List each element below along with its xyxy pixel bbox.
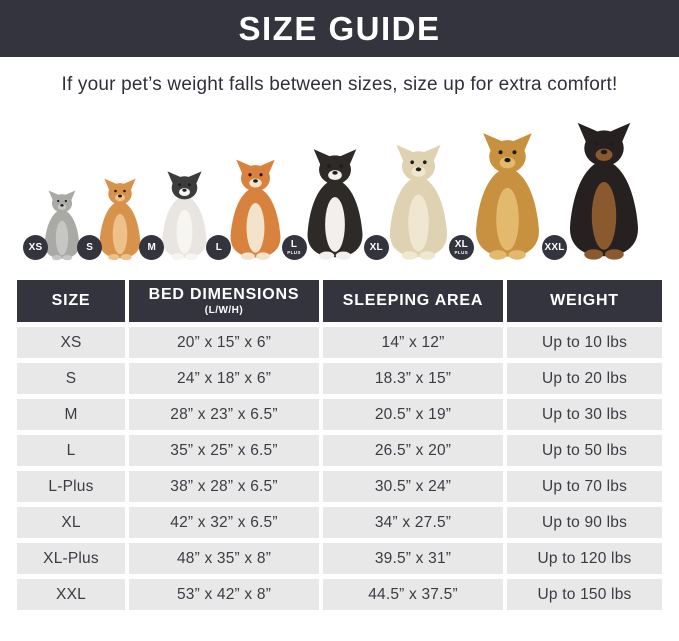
table-row — [17, 399, 662, 430]
size-badge — [23, 235, 48, 260]
header-bar — [0, 0, 679, 57]
cell-weight: Up to 90 lbs — [507, 507, 662, 538]
size-badge-label: XXL — [544, 241, 565, 253]
size-badge-label: XL — [369, 241, 383, 253]
size-badge — [77, 235, 102, 260]
cell-bed-dimensions: 38” x 28” x 6.5” — [129, 471, 319, 502]
cell-bed-dimensions: 48” x 35” x 8” — [129, 543, 319, 574]
cell-weight: Up to 150 lbs — [507, 579, 662, 610]
size-table-header — [17, 280, 662, 322]
animal-size-strip — [0, 106, 679, 261]
pet-illustration-icon — [297, 139, 373, 261]
cell-size: M — [17, 399, 125, 430]
cell-bed-dimensions: 24” x 18” x 6” — [129, 363, 319, 394]
cell-size: XXL — [17, 579, 125, 610]
cell-sleeping-area: 26.5” x 20” — [323, 435, 503, 466]
table-row — [17, 507, 662, 538]
cell-size: L — [17, 435, 125, 466]
size-badge — [364, 235, 389, 260]
size-badge — [282, 235, 307, 260]
cell-weight: Up to 20 lbs — [507, 363, 662, 394]
cell-sleeping-area: 34” x 27.5” — [323, 507, 503, 538]
cell-sleeping-area: 30.5” x 24” — [323, 471, 503, 502]
column-header-sleeping-area: SLEEPING AREA — [323, 280, 503, 322]
cell-size: XL-Plus — [17, 543, 125, 574]
cell-weight: Up to 30 lbs — [507, 399, 662, 430]
table-row — [17, 579, 662, 610]
size-badge-sublabel: PLUS — [287, 249, 301, 255]
table-row — [17, 435, 662, 466]
table-row — [17, 327, 662, 358]
subtitle-text: If your pet’s weight falls between sizes, size up for extra comfort! — [61, 74, 618, 95]
animal-figure-shiba-inu — [215, 149, 290, 261]
table-row — [17, 363, 662, 394]
column-header-size: SIZE — [17, 280, 125, 322]
cell-weight: Up to 70 lbs — [507, 471, 662, 502]
pet-illustration-icon — [379, 133, 458, 261]
size-badge-label: L — [290, 238, 298, 250]
table-row — [17, 471, 662, 502]
size-badge-label: M — [147, 241, 157, 253]
cell-sleeping-area: 14” x 12” — [323, 327, 503, 358]
cell-sleeping-area: 18.3” x 15” — [323, 363, 503, 394]
cell-size: XL — [17, 507, 125, 538]
animal-figure-labrador — [369, 133, 458, 261]
cell-bed-dimensions: 20” x 15” x 6” — [129, 327, 319, 358]
size-badge-label: XS — [28, 241, 43, 253]
size-badge — [449, 235, 474, 260]
animal-figure-border-collie — [287, 139, 373, 261]
size-badge-label: XL — [454, 238, 468, 250]
cell-size: S — [17, 363, 125, 394]
cell-size: L-Plus — [17, 471, 125, 502]
cell-bed-dimensions: 53” x 42” x 8” — [129, 579, 319, 610]
pet-illustration-icon — [221, 149, 290, 261]
pet-illustration-icon — [464, 121, 551, 261]
cell-size: XS — [17, 327, 125, 358]
cell-bed-dimensions: 42” x 32” x 6.5” — [129, 507, 319, 538]
column-header-bed-dimensions: BED DIMENSIONS (L/W/H) — [129, 280, 319, 322]
cell-weight: Up to 120 lbs — [507, 543, 662, 574]
cell-sleeping-area: 20.5” x 19” — [323, 399, 503, 430]
pet-illustration-icon — [557, 109, 651, 261]
table-row — [17, 543, 662, 574]
size-badge-label: S — [86, 241, 94, 253]
cell-weight: Up to 10 lbs — [507, 327, 662, 358]
size-badge-sublabel: PLUS — [454, 249, 469, 255]
cell-bed-dimensions: 35” x 25” x 6.5” — [129, 435, 319, 466]
size-badge-label: L — [215, 241, 223, 253]
animal-figure-doberman — [544, 109, 651, 261]
page-title: SIZE GUIDE — [238, 9, 441, 47]
column-header-weight: WEIGHT — [507, 280, 662, 322]
size-badge — [542, 235, 567, 260]
animal-figure-golden-retriever — [454, 121, 551, 261]
cell-sleeping-area: 39.5” x 31” — [323, 543, 503, 574]
cell-weight: Up to 50 lbs — [507, 435, 662, 466]
cell-bed-dimensions: 28” x 23” x 6.5” — [129, 399, 319, 430]
cell-sleeping-area: 44.5” x 37.5” — [323, 579, 503, 610]
size-table — [13, 275, 666, 615]
